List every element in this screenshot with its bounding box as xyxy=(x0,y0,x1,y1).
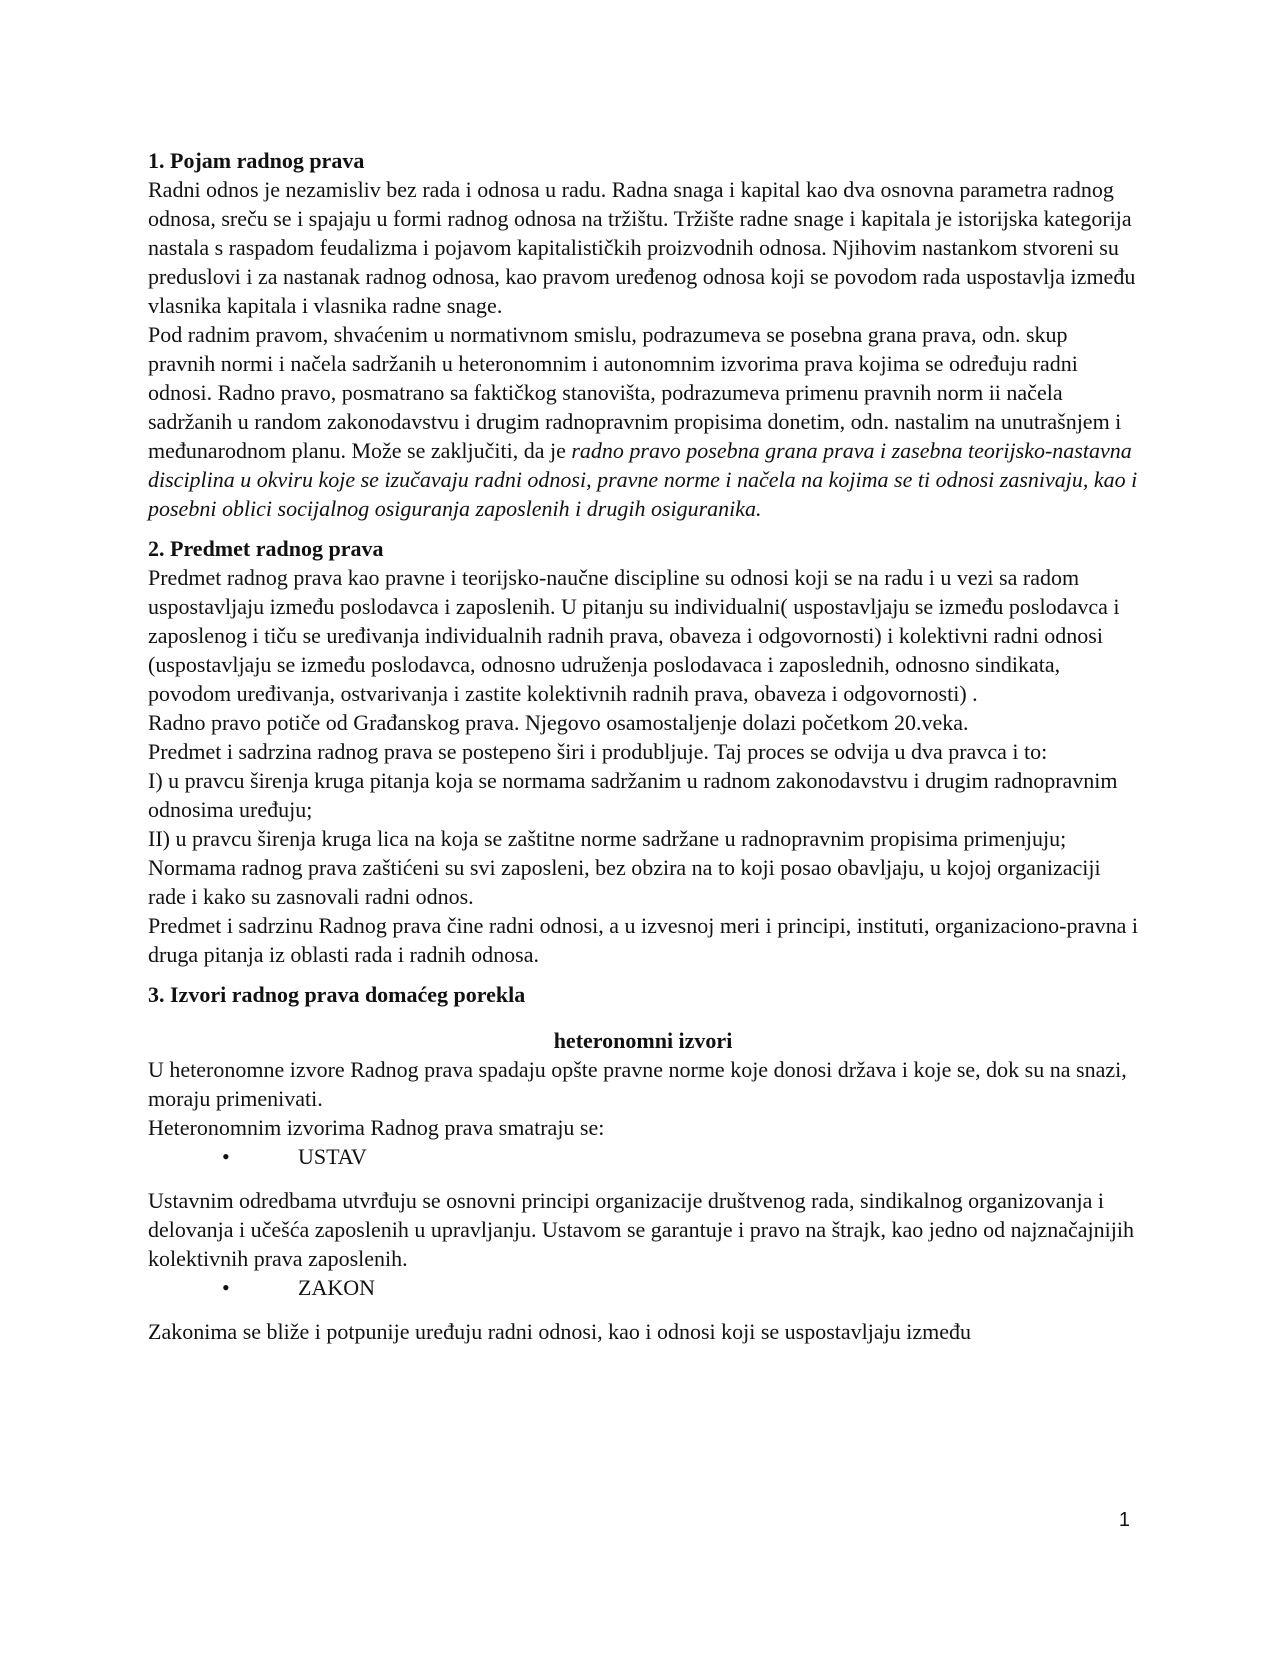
section-heading-izvori: 3. Izvori radnog prava domaćeg porekla xyxy=(148,982,526,1007)
section-heading-pojam: 1. Pojam radnog prava xyxy=(148,148,365,173)
italic-definition: radno pravo posebna grana prava i zasebna teorijsko-nastavna disciplina u okviru koje se izučavaju radni odnosi, pravne norme i načela na kojima se ti odnosi zasnivaju, kao i posebni oblici socijalnog osiguranja zaposlenih i drugih osiguranika. xyxy=(148,438,1138,521)
paragraph: U heteronomne izvore Radnog prava spadaju opšte pravne norme koje donosi država i koje se, dok su na snazi, moraju primenivati. xyxy=(148,1057,1127,1111)
bullet-icon: • xyxy=(222,1275,230,1300)
list-item-label: USTAV xyxy=(298,1144,367,1169)
list-item-zakon xyxy=(148,1273,1138,1302)
list-item-ustav xyxy=(148,1142,1138,1171)
paragraph: Predmet i sadrzinu Radnog prava čine radni odnosi, a u izvesnoj meri i principi, instituti, organizaciono-pravna i druga pitanja iz oblasti rada i radnih odnosa. xyxy=(148,913,1138,967)
paragraph: Normama radnog prava zaštićeni su svi zaposleni, bez obzira na to koji posao obavljaju, u kojoj organizaciji rade i kako su zasnovali radni odnos. xyxy=(148,855,1101,909)
paragraph: I) u pravcu širenja kruga pitanja koja se normama sadržanim u radnom zakonodavstvu i drugim radnopravnim odnosima uređuju; xyxy=(148,768,1118,822)
page-number: 1 xyxy=(1118,1509,1130,1531)
paragraph-text: Pod radnim pravom, shvaćenim u normativnom smislu, podrazumeva se posebna grana prava, odn. skup pravnih normi i načela sadržanih u heteronomnim i autonomnim izvorima prava kojima se određuju radni odnosi. Radno pravo, posmatrano sa faktičkog stanovišta, podrazumeva primenu pravnih norm ii načela sadržanih u random zakonodavstvu i drugim radnopravnim propisima donetim, odn. nastalim na unutrašnjem i međunarodnom planu. Može se zaključiti, da je xyxy=(148,322,1122,463)
paragraph: Radni odnos je nezamisliv bez rada i odnosa u radu. Radna snaga i kapital kao dva osnovna parametra radnog odnosa, sreču se i spajaju u formi radnog odnosa na tržištu. Tržište radne snage i kapitala je istorijska kategorija nastala s raspadom feudalizma i pojavom kapitalističkih proizvodnih odnosa. Njihovim nastankom stvoreni su preduslovi i za nastanak radnog odnosa, kao pravom uređenog odnosa koji se povodom rada uspostavlja između vlasnika kapitala i vlasnika radne snage. xyxy=(148,177,1136,318)
paragraph: Ustavnim odredbama utvrđuju se osnovni principi organizacije društvenog rada, sindikalnog organizovanja i delovanja i učešća zaposlenih u upravljanju. Ustavom se garantuje i pravo na štrajk, kao jedno od najznačajnijih kolektivnih prava zaposlenih. xyxy=(148,1188,1135,1271)
section-heading-predmet: 2. Predmet radnog prava xyxy=(148,536,384,561)
paragraph: Radno pravo potiče od Građanskog prava. Njegovo osamostaljenje dolazi početkom 20.veka. xyxy=(148,710,969,735)
paragraph: II) u pravcu širenja kruga lica na koja se zaštitne norme sadržane u radnopravnim propisima primenjuju; xyxy=(148,826,1067,851)
paragraph: Predmet radnog prava kao pravne i teorijsko-naučne discipline su odnosi koji se na radu i u vezi sa radom uspostavljaju između poslodavca i zaposlenih. U pitanju su individualni( uspostavljaju se između poslodavca i zaposlenog i tiču se uređivanja individualnih radnih prava, obaveza i odgovornosti) i kolektivni radni odnosi (uspostavljaju se između poslodavca, odnosno udruženja poslodavaca i zaposlednih, odnosno sindikata, povodom uređivanja, ostvarivanja i zastite kolektivnih radnih prava, obaveza i odgovornosti) . xyxy=(148,565,1120,706)
paragraph: Zakonima se bliže i potpunije uređuju radni odnosi, kao i odnosi koji se uspostavljaju između xyxy=(148,1319,972,1344)
paragraph: Heteronomnim izvorima Radnog prava smatraju se: xyxy=(148,1115,605,1140)
paragraph: Predmet i sadrzina radnog prava se postepeno širi i produbljuje. Taj proces se odvija u dva pravca i to: xyxy=(148,739,1048,764)
paragraph xyxy=(148,320,1138,523)
list-item-label: ZAKON xyxy=(298,1275,375,1300)
document-page xyxy=(148,146,1138,1346)
bullet-icon: • xyxy=(222,1144,230,1169)
subheading-heteronomni: heteronomni izvori xyxy=(553,1028,733,1053)
